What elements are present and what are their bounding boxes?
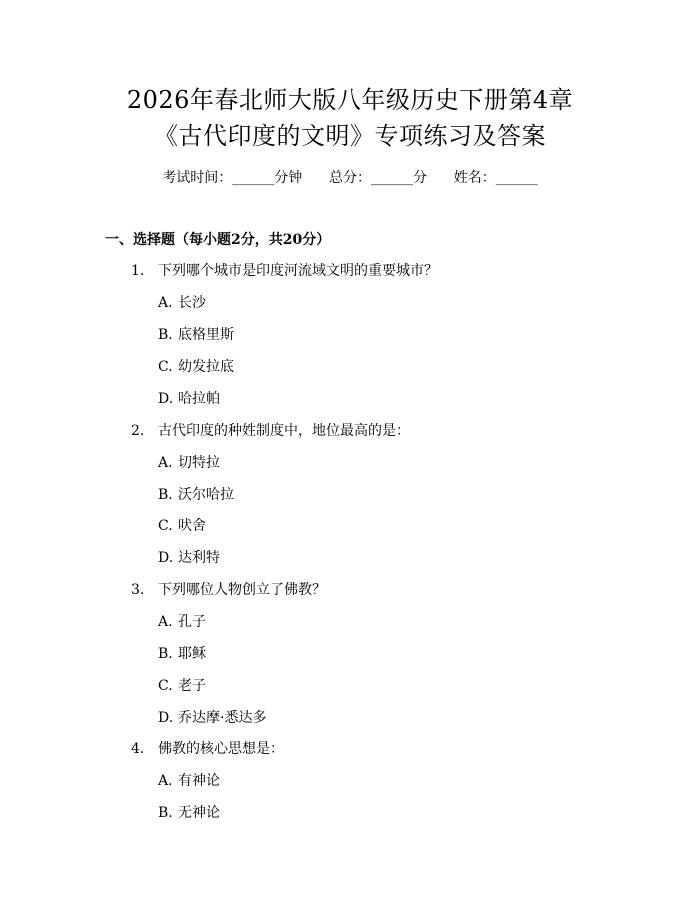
option-text: 孔子 (178, 614, 206, 630)
option-letter: B. (158, 646, 173, 662)
option-letter: C. (158, 678, 173, 694)
option-text: 达利特 (178, 550, 220, 566)
question-text: 下列哪位人物创立了佛教？ (158, 582, 326, 598)
option-text: 乔达摩·悉达多 (178, 710, 267, 726)
option-text: 幼发拉底 (178, 359, 234, 375)
option-letter: B. (158, 487, 173, 503)
question-text: 下列哪个城市是印度河流域文明的重要城市？ (158, 263, 438, 279)
option-letter: A. (158, 455, 173, 471)
option-letter: D. (158, 710, 174, 726)
option-text: 底格里斯 (178, 327, 234, 343)
option-letter: A. (158, 614, 173, 630)
option-text: 沃尔哈拉 (178, 487, 234, 503)
option-letter: A. (158, 773, 173, 789)
question-number: 1. (131, 263, 145, 279)
option-text: 吠舍 (178, 518, 206, 534)
option-text: 耶稣 (178, 646, 206, 662)
option-letter: C. (158, 518, 173, 534)
option-text: 无神论 (178, 805, 220, 821)
option-text: 哈拉帕 (178, 391, 220, 407)
question-number: 4. (131, 741, 145, 757)
question-number: 3. (131, 582, 145, 598)
option-letter: D. (158, 391, 174, 407)
option-letter: B. (158, 327, 173, 343)
document-title-line-1: 2026年春北师大版八年级历史下册第4章 (126, 86, 574, 114)
question-number: 2. (131, 423, 145, 439)
question-text: 佛教的核心思想是： (158, 741, 284, 757)
section-heading: 一、选择题（每小题2分，共20分） (105, 232, 331, 248)
option-letter: A. (158, 295, 173, 311)
option-letter: B. (158, 805, 173, 821)
exam-info-line: 考试时间：______分钟 总分：______分 姓名：______ (162, 170, 538, 186)
question-text: 古代印度的种姓制度中，地位最高的是： (158, 423, 410, 439)
option-text: 长沙 (178, 295, 206, 311)
option-text: 有神论 (178, 773, 220, 789)
option-letter: C. (158, 359, 173, 375)
option-text: 切特拉 (178, 455, 220, 471)
option-text: 老子 (178, 678, 206, 694)
option-letter: D. (158, 550, 174, 566)
document-title-line-2: 《古代印度的文明》专项练习及答案 (154, 122, 546, 150)
